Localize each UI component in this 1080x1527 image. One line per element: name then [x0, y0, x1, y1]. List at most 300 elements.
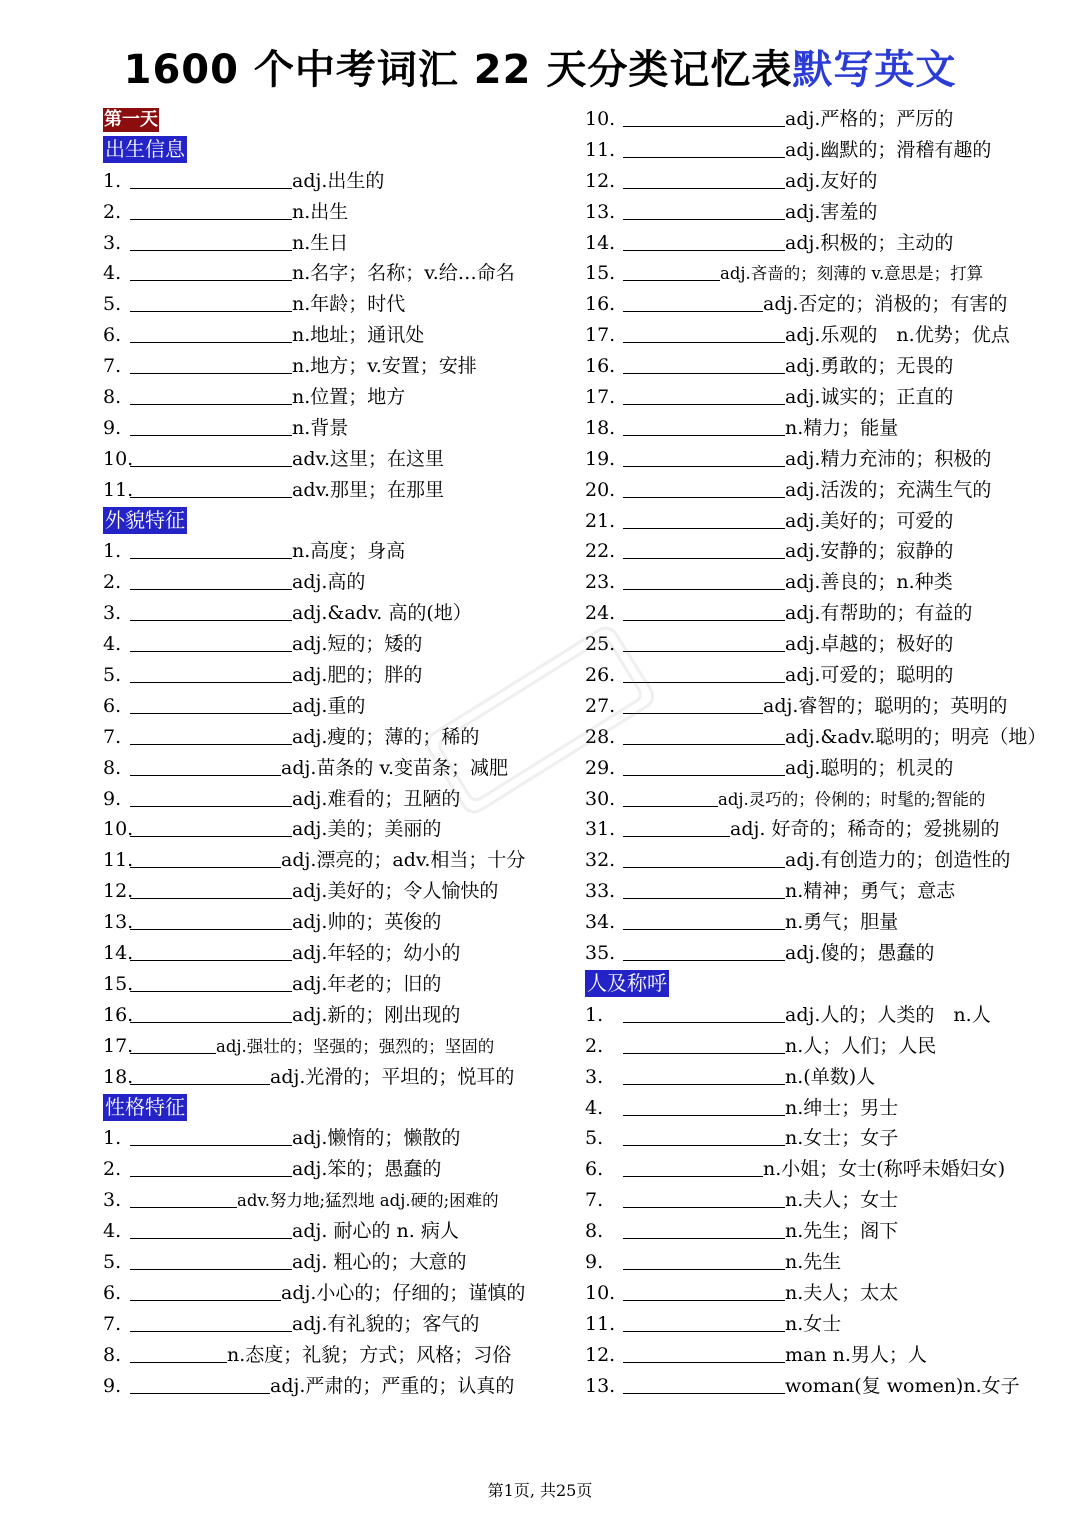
item-number: 1. [103, 540, 122, 563]
item-definition: n.精神；勇气；意志 [785, 880, 956, 903]
item-number: 4. [103, 1220, 122, 1243]
item-number: 32. [585, 849, 616, 872]
item-definition: adj.幽默的；滑稽有趣的 [785, 138, 992, 161]
vocab-item [103, 475, 555, 506]
answer-blank[interactable] [130, 168, 292, 189]
answer-blank[interactable] [130, 569, 292, 590]
vocab-item [103, 1154, 555, 1185]
item-definition: adj.有帮助的；有益的 [785, 602, 973, 625]
item-definition: adj.人的；人类的 n.人 [785, 1003, 991, 1026]
item-definition: adj.积极的；主动的 [785, 231, 954, 254]
vocab-item [585, 197, 1045, 228]
item-definition: adj.出生的 [292, 169, 385, 192]
item-definition: adv.那里；在那里 [292, 478, 445, 501]
item-number: 10. [585, 1281, 616, 1304]
item-definition: n.女士 [785, 1312, 842, 1335]
item-definition: adj.精力充沛的；积极的 [785, 447, 992, 470]
vocab-item [585, 1123, 1045, 1154]
answer-blank[interactable] [130, 940, 292, 961]
vocab-item [585, 629, 1045, 660]
answer-blank[interactable] [623, 353, 785, 374]
item-definition: adj.友好的 [785, 169, 878, 192]
item-number: 29. [585, 756, 616, 779]
answer-blank[interactable] [623, 909, 785, 930]
item-definition: n.先生 [785, 1250, 842, 1273]
item-definition: n.名字；名称；v.给…命名 [292, 262, 515, 285]
item-number: 5. [103, 664, 122, 687]
vocab-item [585, 753, 1045, 784]
answer-blank[interactable] [623, 1156, 763, 1177]
page-title [0, 38, 1080, 95]
item-definition: adj.高的 [292, 571, 366, 594]
item-definition: adj.瘦的；薄的；稀的 [292, 725, 480, 748]
item-number: 12. [103, 880, 134, 903]
vocab-item [585, 1031, 1045, 1062]
vocab-item [103, 938, 555, 969]
answer-blank[interactable] [623, 230, 785, 251]
item-number: 3. [103, 231, 122, 254]
vocab-item [585, 506, 1045, 537]
answer-blank[interactable] [623, 199, 785, 220]
item-number: 16. [103, 1003, 134, 1026]
vocab-item [585, 258, 1045, 289]
answer-blank[interactable] [130, 1249, 292, 1270]
item-number: 30. [585, 787, 616, 810]
answer-blank[interactable] [623, 724, 785, 745]
answer-blank[interactable] [623, 446, 785, 467]
answer-blank[interactable] [130, 415, 292, 436]
item-number: 20. [585, 478, 616, 501]
vocab-item [585, 660, 1045, 691]
item-definition: adj.苗条的 v.变苗条；减肥 [281, 756, 508, 779]
item-number: 27. [585, 694, 616, 717]
day-label: 第一天 [104, 109, 158, 130]
vocab-item [103, 1340, 555, 1371]
answer-blank[interactable] [623, 631, 785, 652]
item-number: 9. [103, 787, 122, 810]
vocab-item [103, 907, 555, 938]
item-definition: man n.男人；人 [785, 1343, 927, 1366]
vocab-item [103, 876, 555, 907]
item-definition: adj.卓越的；极好的 [785, 633, 954, 656]
item-number: 11. [585, 1312, 616, 1335]
item-number: 33. [585, 880, 616, 903]
item-number: 7. [103, 725, 122, 748]
item-definition: adj.美的；美丽的 [292, 818, 442, 841]
item-definition: adj.短的；矮的 [292, 633, 423, 656]
item-number: 4. [103, 262, 122, 285]
vocab-item [585, 1278, 1045, 1309]
vocab-item [585, 135, 1045, 166]
answer-blank[interactable] [623, 538, 785, 559]
vocab-item [585, 444, 1045, 475]
item-number: 6. [103, 694, 122, 717]
answer-blank[interactable] [130, 1280, 281, 1301]
item-definition: adj. 耐心的 n. 病人 [292, 1220, 459, 1243]
answer-blank[interactable] [130, 816, 292, 837]
item-definition: adj.光滑的；平坦的；悦耳的 [270, 1065, 515, 1088]
vocab-item [103, 289, 555, 320]
item-definition: adj.吝啬的；刻薄的 v.意思是；打算 [720, 264, 984, 284]
item-definition: n.勇气；胆量 [785, 911, 899, 934]
item-number: 6. [103, 324, 122, 347]
item-number: 19. [585, 447, 616, 470]
answer-blank[interactable] [623, 569, 785, 590]
item-definition: adj. 好奇的；稀奇的；爱挑剔的 [730, 818, 1000, 841]
item-definition: adj.年轻的；幼小的 [292, 942, 461, 965]
item-number: 3. [103, 1189, 122, 1212]
item-definition: n.出生 [292, 200, 349, 223]
answer-blank[interactable] [623, 816, 730, 837]
vocab-item [585, 691, 1045, 722]
item-number: 11. [103, 849, 134, 872]
item-definition: adj.美好的；令人愉快的 [292, 880, 499, 903]
vocab-item [103, 567, 555, 598]
item-number: 22. [585, 540, 616, 563]
item-definition: adj.害羞的 [785, 200, 878, 223]
answer-blank[interactable] [130, 631, 292, 652]
vocab-item [103, 320, 555, 351]
answer-blank[interactable] [623, 693, 763, 714]
answer-blank[interactable] [130, 847, 281, 868]
item-number: 14. [103, 942, 134, 965]
vocab-item [585, 722, 1045, 753]
item-number: 8. [103, 1343, 122, 1366]
answer-blank[interactable] [130, 1373, 270, 1394]
item-number: 34. [585, 911, 616, 934]
answer-blank[interactable] [623, 1187, 785, 1208]
answer-blank[interactable] [623, 415, 785, 436]
item-definition: adj.美好的；可爱的 [785, 509, 954, 532]
item-definition: n.绅士；男士 [785, 1096, 899, 1119]
answer-blank[interactable] [623, 600, 785, 621]
item-number: 9. [103, 1374, 122, 1397]
item-definition: adj.有创造力的；创造性的 [785, 849, 1011, 872]
item-definition: n.位置；地方 [292, 386, 406, 409]
day-heading [103, 104, 555, 135]
answer-blank[interactable] [130, 199, 292, 220]
vocab-item [585, 289, 1045, 320]
page-footer: 第1页, 共25页 [487, 1481, 593, 1500]
item-definition: adj.小心的；仔细的；谨慎的 [281, 1281, 526, 1304]
answer-blank[interactable] [130, 1342, 227, 1363]
item-number: 1. [585, 1003, 604, 1026]
vocab-item [585, 536, 1045, 567]
item-number: 9. [585, 1250, 604, 1273]
item-number: 18. [585, 416, 616, 439]
answer-blank[interactable] [130, 662, 292, 683]
answer-blank[interactable] [130, 1156, 292, 1177]
answer-blank[interactable] [130, 291, 292, 312]
category-label: 性格特征 [105, 1094, 185, 1119]
answer-blank[interactable] [623, 1342, 785, 1363]
item-definition: n.态度；礼貌；方式；风格；习俗 [227, 1343, 512, 1366]
item-definition: woman(复 women)n.女子 [785, 1374, 1020, 1397]
answer-blank[interactable] [623, 260, 720, 281]
item-definition: adj.帅的；英俊的 [292, 911, 442, 934]
title-main: 1600 个中考词汇 22 天分类记忆表 [123, 47, 793, 93]
item-number: 7. [103, 355, 122, 378]
answer-blank[interactable] [623, 1033, 785, 1054]
item-number: 17. [103, 1034, 134, 1057]
vocab-item [103, 598, 555, 629]
vocab-item [585, 907, 1045, 938]
left-column [103, 104, 555, 1401]
item-number: 5. [103, 1250, 122, 1273]
answer-blank[interactable] [623, 1280, 785, 1301]
answer-blank[interactable] [130, 693, 292, 714]
vocab-item [103, 166, 555, 197]
vocab-item [585, 413, 1045, 444]
item-definition: n.地方；v.安置；安排 [292, 355, 477, 378]
item-definition: adj.勇敢的；无畏的 [785, 355, 954, 378]
item-definition: adj.灵巧的；伶俐的；时髦的;智能的 [718, 789, 986, 809]
item-definition: adj.有礼貌的；客气的 [292, 1312, 480, 1335]
item-definition: adj.乐观的 n.优势；优点 [785, 324, 1010, 347]
item-definition: adj.年老的；旧的 [292, 972, 442, 995]
answer-blank[interactable] [130, 446, 292, 467]
answer-blank[interactable] [623, 106, 785, 127]
item-number: 9. [103, 416, 122, 439]
answer-blank[interactable] [130, 1187, 237, 1208]
vocab-item [585, 938, 1045, 969]
item-definition: adj.诚实的；正直的 [785, 386, 954, 409]
item-number: 8. [103, 386, 122, 409]
answer-blank[interactable] [130, 1033, 216, 1054]
answer-blank[interactable] [623, 384, 785, 405]
vocab-item [103, 1216, 555, 1247]
item-number: 1. [103, 1127, 122, 1150]
item-number: 4. [585, 1096, 604, 1119]
answer-blank[interactable] [130, 384, 292, 405]
vocab-item [103, 1000, 555, 1031]
item-number: 6. [103, 1281, 122, 1304]
vocab-item [585, 567, 1045, 598]
answer-blank[interactable] [130, 353, 292, 374]
item-number: 35. [585, 942, 616, 965]
item-number: 15. [103, 972, 134, 995]
item-number: 10. [585, 108, 616, 130]
vocab-item [103, 1247, 555, 1278]
answer-blank[interactable] [130, 477, 292, 498]
item-definition: n.高度；身高 [292, 540, 406, 563]
vocab-item [103, 753, 555, 784]
answer-blank[interactable] [623, 755, 785, 776]
item-definition: adj.严肃的；严重的；认真的 [270, 1374, 515, 1397]
item-number: 8. [585, 1220, 604, 1243]
item-definition: adj.安静的；寂静的 [785, 540, 954, 563]
vocab-item [103, 784, 555, 815]
answer-blank[interactable] [623, 847, 785, 868]
item-definition: n.生日 [292, 231, 349, 254]
answer-blank[interactable] [623, 940, 785, 961]
vocab-item [585, 351, 1045, 382]
item-number: 2. [103, 1158, 122, 1181]
item-definition: n.夫人；太太 [785, 1281, 899, 1304]
vocab-item [103, 228, 555, 259]
vocab-item [585, 1247, 1045, 1278]
answer-blank[interactable] [130, 538, 292, 559]
item-definition: adj.难看的；丑陋的 [292, 787, 461, 810]
answer-blank[interactable] [623, 508, 785, 529]
answer-blank[interactable] [130, 909, 292, 930]
answer-blank[interactable] [130, 1311, 292, 1332]
vocab-item [103, 413, 555, 444]
answer-blank[interactable] [130, 724, 292, 745]
item-number: 13. [585, 1374, 616, 1397]
answer-blank[interactable] [623, 137, 785, 158]
vocab-item [103, 382, 555, 413]
item-definition: adj.睿智的；聪明的；英明的 [763, 694, 1008, 717]
item-definition: adj.新的；刚出现的 [292, 1003, 461, 1026]
vocab-item [585, 104, 1045, 135]
item-definition: adv.努力地;猛烈地 adj.硬的;困难的 [237, 1191, 499, 1211]
category-label: 出生信息 [105, 136, 185, 161]
vocab-item [103, 722, 555, 753]
vocab-item [585, 1371, 1045, 1402]
vocab-item [103, 1185, 555, 1216]
item-definition: adj. 粗心的；大意的 [292, 1250, 467, 1273]
vocab-item [585, 1340, 1045, 1371]
vocab-item [585, 1309, 1045, 1340]
answer-blank[interactable] [130, 260, 292, 281]
category-label: 外貌特征 [105, 507, 185, 532]
vocab-item [585, 784, 1045, 815]
vocab-item [103, 1278, 555, 1309]
answer-blank[interactable] [623, 1095, 785, 1116]
item-definition: adj.笨的；愚蠢的 [292, 1158, 442, 1181]
item-number: 8. [103, 756, 122, 779]
item-definition: n.先生；阁下 [785, 1220, 899, 1243]
vocab-item [585, 166, 1045, 197]
item-definition: n.夫人；女士 [785, 1189, 899, 1212]
item-number: 15. [585, 262, 616, 285]
answer-blank[interactable] [623, 662, 785, 683]
answer-blank[interactable] [130, 230, 292, 251]
vocab-item [103, 197, 555, 228]
vocab-item [103, 444, 555, 475]
answer-blank[interactable] [623, 1218, 785, 1239]
item-definition: adj.漂亮的；adv.相当；十分 [281, 849, 526, 872]
vocab-item [585, 475, 1045, 506]
answer-blank[interactable] [623, 1311, 785, 1332]
item-definition: n.背景 [292, 416, 349, 439]
item-definition: n.小姐；女士(称呼未婚妇女) [763, 1158, 1006, 1181]
vocab-item [585, 382, 1045, 413]
item-number: 5. [585, 1127, 604, 1150]
answer-blank[interactable] [130, 600, 292, 621]
item-definition: adj.聪明的；机灵的 [785, 756, 954, 779]
answer-blank[interactable] [130, 878, 292, 899]
item-number: 18. [103, 1065, 134, 1088]
item-number: 12. [585, 169, 616, 192]
vocab-item [585, 1154, 1045, 1185]
item-number: 28. [585, 725, 616, 748]
answer-blank[interactable] [130, 1218, 292, 1239]
answer-blank[interactable] [130, 755, 281, 776]
item-number: 12. [585, 1343, 616, 1366]
item-number: 3. [103, 602, 122, 625]
answer-blank[interactable] [130, 1002, 292, 1023]
item-number: 6. [585, 1158, 604, 1181]
vocab-item [103, 351, 555, 382]
answer-blank[interactable] [623, 878, 785, 899]
item-number: 24. [585, 602, 616, 625]
answer-blank[interactable] [130, 1064, 270, 1085]
answer-blank[interactable] [623, 1373, 785, 1394]
answer-blank[interactable] [130, 1125, 292, 1146]
item-number: 1. [103, 169, 122, 192]
item-definition: adj.严格的；严厉的 [785, 108, 954, 130]
item-number: 4. [103, 633, 122, 656]
item-number: 13. [585, 200, 616, 223]
answer-blank[interactable] [623, 786, 718, 807]
answer-blank[interactable] [623, 1249, 785, 1270]
item-number: 31. [585, 818, 616, 841]
vocab-item [103, 845, 555, 876]
category-heading [103, 1093, 555, 1124]
item-definition: adj.懒惰的；懒散的 [292, 1127, 461, 1150]
item-number: 2. [585, 1034, 604, 1057]
item-definition: adj.善良的；n.种类 [785, 571, 953, 594]
item-number: 5. [103, 293, 122, 316]
item-number: 16. [585, 355, 616, 378]
answer-blank[interactable] [623, 291, 763, 312]
item-number: 26. [585, 664, 616, 687]
item-number: 13. [103, 911, 134, 934]
vocab-item [585, 876, 1045, 907]
answer-blank[interactable] [623, 168, 785, 189]
item-definition: adj.否定的；消极的；有害的 [763, 293, 1008, 316]
answer-blank[interactable] [130, 322, 292, 343]
item-definition: n.精力；能量 [785, 416, 899, 439]
answer-blank[interactable] [623, 1002, 785, 1023]
vocab-item [103, 1031, 555, 1062]
item-definition: adv.这里；在这里 [292, 447, 445, 470]
answer-blank[interactable] [623, 1064, 785, 1085]
item-definition: n.女士；女子 [785, 1127, 899, 1150]
category-heading [103, 506, 555, 537]
item-definition: adj.肥的；胖的 [292, 664, 423, 687]
item-definition: adj.活泼的；充满生气的 [785, 478, 992, 501]
vocab-item [585, 598, 1045, 629]
item-number: 25. [585, 633, 616, 656]
answer-blank[interactable] [623, 1125, 785, 1146]
vocab-item [103, 258, 555, 289]
item-definition: adj.可爱的；聪明的 [785, 664, 954, 687]
item-definition: adj.傻的；愚蠢的 [785, 942, 935, 965]
vocab-item [103, 1309, 555, 1340]
item-number: 2. [103, 200, 122, 223]
answer-blank[interactable] [130, 786, 292, 807]
answer-blank[interactable] [130, 971, 292, 992]
vocab-item [585, 1185, 1045, 1216]
right-column [585, 104, 1045, 1401]
vocab-item [103, 1371, 555, 1402]
item-number: 16. [585, 293, 616, 316]
answer-blank[interactable] [623, 322, 785, 343]
category-heading [103, 135, 555, 166]
vocab-item [585, 228, 1045, 259]
item-definition: adj.强壮的；坚强的；强烈的；坚固的 [216, 1036, 495, 1056]
item-number: 17. [585, 386, 616, 409]
answer-blank[interactable] [623, 477, 785, 498]
category-label: 人及称呼 [587, 970, 667, 995]
item-number: 23. [585, 571, 616, 594]
item-definition: n.人；人们；人民 [785, 1034, 937, 1057]
vocab-item [103, 1062, 555, 1093]
vocab-item [103, 691, 555, 722]
